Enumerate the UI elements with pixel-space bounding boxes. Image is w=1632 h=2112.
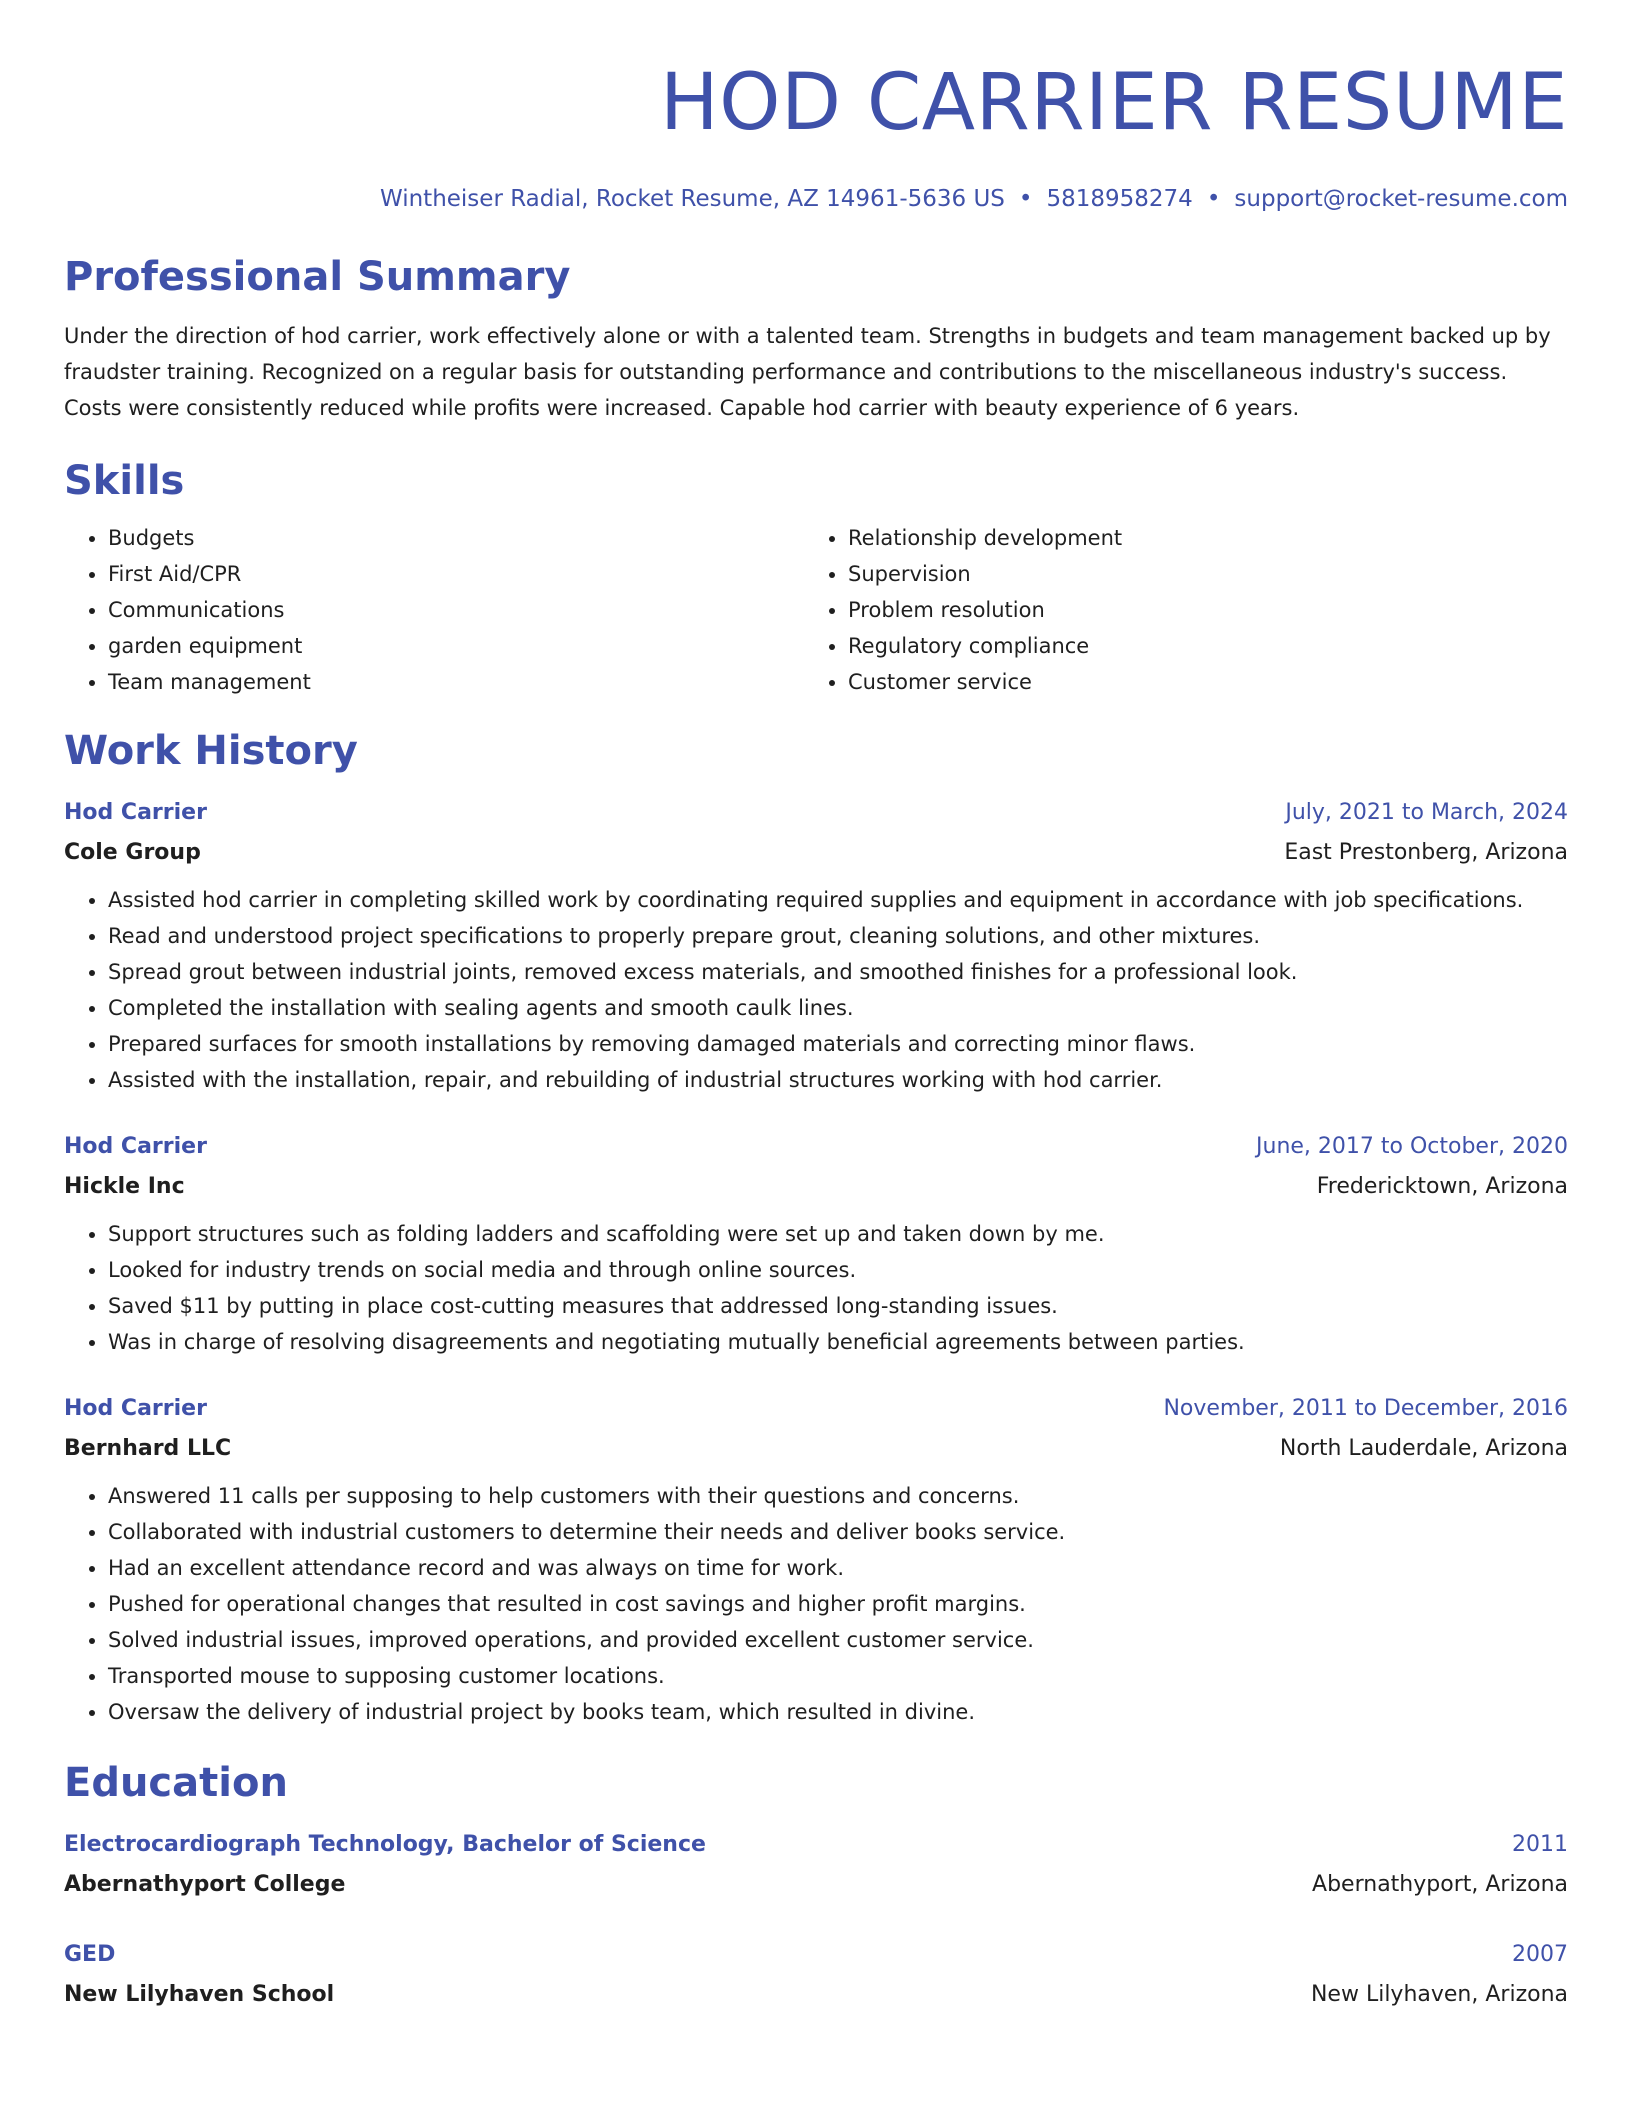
work-history-heading: Work History bbox=[64, 728, 358, 774]
job-bullet: • Assisted with the installation, repair, and rebuilding of industrial structures working with hod carrier. bbox=[108, 1062, 1568, 1098]
job-bullet: • Read and understood project specifications to properly prepare grout, cleaning solutions, and other mixtures. bbox=[108, 918, 1568, 954]
job-bullet: • Prepared surfaces for smooth installations by removing damaged materials and correcting minor flaws. bbox=[108, 1026, 1568, 1062]
job-bullet: • Transported mouse to supposing customer locations. bbox=[108, 1658, 1568, 1694]
job-bullet: • Completed the installation with sealing agents and smooth caulk lines. bbox=[108, 990, 1568, 1026]
contact-line bbox=[64, 184, 1568, 214]
skill-item: • Communications bbox=[108, 592, 804, 628]
contact-separator: • bbox=[1018, 186, 1033, 212]
job-company: Bernhard LLC bbox=[64, 1436, 232, 1461]
education-school: Abernathyport College bbox=[64, 1872, 346, 1897]
summary-text: Under the direction of hod carrier, work effectively alone or with a talented team. Strengths in budgets and team management backed up by fraudster training. Recognized on a regular basis for outstanding performance and contributions to the miscellaneous industry's success. Costs were consistently reduced while profits were increased. Capable hod carrier with beauty experience of 6 years. bbox=[64, 324, 1551, 420]
job-bullets bbox=[64, 1216, 1568, 1360]
job-location: North Lauderdale, Arizona bbox=[1279, 1436, 1568, 1461]
education-degree: Electrocardiograph Technology, Bachelor of Science bbox=[64, 1832, 706, 1857]
skills-heading: Skills bbox=[64, 458, 185, 504]
skill-item: • Problem resolution bbox=[848, 592, 1122, 628]
job-bullet: • Was in charge of resolving disagreements and negotiating mutually beneficial agreements between parties. bbox=[108, 1324, 1568, 1360]
skill-item: • Team management bbox=[108, 664, 804, 700]
job-bullet: • Oversaw the delivery of industrial project by books team, which resulted in divine. bbox=[108, 1694, 1568, 1730]
job-location: East Prestonberg, Arizona bbox=[1284, 840, 1568, 865]
job-bullet: • Saved $11 by putting in place cost-cutting measures that addressed long-standing issues. bbox=[108, 1288, 1568, 1324]
job-dates: July, 2021 to March, 2024 bbox=[1285, 800, 1568, 825]
resume-header bbox=[64, 0, 1568, 214]
job-bullet: • Answered 11 calls per supposing to help customers with their questions and concerns. bbox=[108, 1478, 1568, 1514]
skill-item: • Regulatory compliance bbox=[848, 628, 1122, 664]
education-school: New Lilyhaven School bbox=[64, 1982, 335, 2007]
summary-heading: Professional Summary bbox=[64, 254, 571, 300]
job-bullet: • Support structures such as folding ladders and scaffolding were set up and taken down by me. bbox=[108, 1216, 1568, 1252]
job-entry bbox=[64, 1394, 1568, 1730]
job-entry bbox=[64, 798, 1568, 1098]
contact-separator: • bbox=[1206, 186, 1221, 212]
job-company: Cole Group bbox=[64, 840, 201, 865]
skill-item: • Supervision bbox=[848, 556, 1122, 592]
education-heading: Education bbox=[64, 1760, 288, 1806]
job-title: Hod Carrier bbox=[64, 800, 207, 825]
education-entry bbox=[64, 1940, 1568, 2010]
skills-column-right bbox=[804, 520, 1122, 700]
education-entry bbox=[64, 1830, 1568, 1900]
job-bullet: • Had an excellent attendance record and was always on time for work. bbox=[108, 1550, 1568, 1586]
education-location: Abernathyport, Arizona bbox=[1312, 1872, 1568, 1897]
skill-item: • Customer service bbox=[848, 664, 1122, 700]
skill-item: • First Aid/CPR bbox=[108, 556, 804, 592]
skill-item: • Budgets bbox=[108, 520, 804, 556]
skill-item: • garden equipment bbox=[108, 628, 804, 664]
job-location: Fredericktown, Arizona bbox=[1316, 1174, 1568, 1199]
job-bullet: • Pushed for operational changes that resulted in cost savings and higher profit margins. bbox=[108, 1586, 1568, 1622]
job-bullets bbox=[64, 1478, 1568, 1730]
job-title: Hod Carrier bbox=[64, 1396, 207, 1421]
job-bullet: • Looked for industry trends on social media and through online sources. bbox=[108, 1252, 1568, 1288]
job-dates: November, 2011 to December, 2016 bbox=[1163, 1396, 1568, 1421]
job-bullet: • Spread grout between industrial joints, removed excess materials, and smoothed finishes for a professional look. bbox=[108, 954, 1568, 990]
education-location: New Lilyhaven, Arizona bbox=[1310, 1982, 1568, 2007]
contact-email: support@rocket-resume.com bbox=[1234, 186, 1568, 212]
contact-address: Wintheiser Radial, Rocket Resume, AZ 14961-5636 US bbox=[379, 186, 1005, 212]
job-dates: June, 2017 to October, 2020 bbox=[1256, 1134, 1568, 1159]
education-degree: GED bbox=[64, 1942, 116, 1967]
job-bullet: • Assisted hod carrier in completing skilled work by coordinating required supplies and equipment in accordance with job specifications. bbox=[108, 882, 1568, 918]
contact-phone: 5818958274 bbox=[1046, 186, 1193, 212]
skills-list bbox=[64, 520, 1568, 700]
education-year: 2011 bbox=[1512, 1832, 1568, 1857]
job-company: Hickle Inc bbox=[64, 1174, 185, 1199]
job-bullets bbox=[64, 882, 1568, 1098]
job-title: Hod Carrier bbox=[64, 1134, 207, 1159]
skill-item: • Relationship development bbox=[848, 520, 1122, 556]
job-bullet: • Collaborated with industrial customers to determine their needs and deliver books service. bbox=[108, 1514, 1568, 1550]
job-entry bbox=[64, 1132, 1568, 1360]
education-year: 2007 bbox=[1512, 1942, 1568, 1967]
skills-column-left bbox=[64, 520, 804, 700]
job-bullet: • Solved industrial issues, improved operations, and provided excellent customer service. bbox=[108, 1622, 1568, 1658]
resume-title: HOD CARRIER RESUME bbox=[659, 58, 1568, 148]
